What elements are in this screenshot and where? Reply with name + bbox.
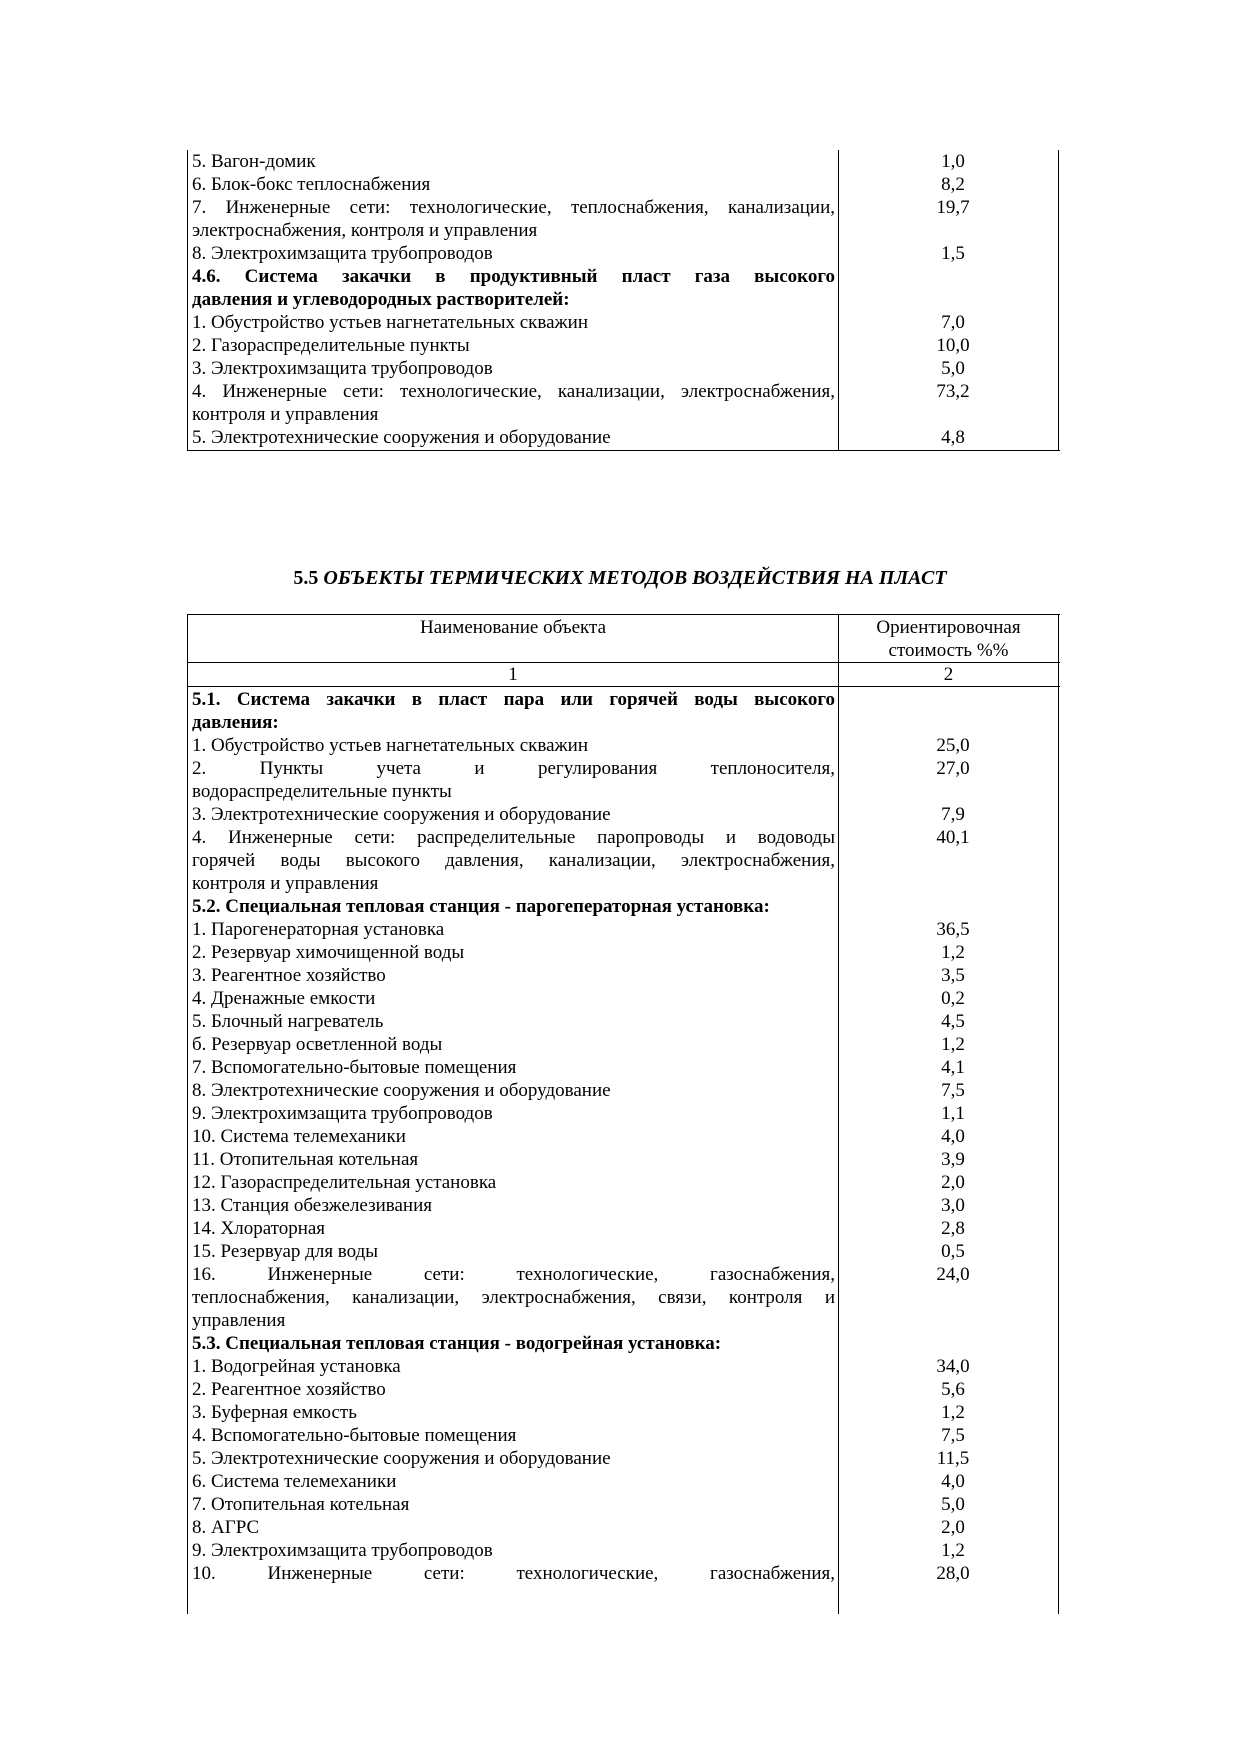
row-value: 2,8 xyxy=(941,1218,965,1239)
section-number: 5.5 xyxy=(293,567,319,589)
row-value: 1,2 xyxy=(941,1540,965,1561)
row-name: 5. Электротехнические сооружения и оборудование xyxy=(192,427,611,448)
row-name: водораспределительные пункты xyxy=(192,781,452,802)
row-value: 2,0 xyxy=(941,1172,965,1193)
row-name: 16. Инженерные сети: технологические, газоснабжения, xyxy=(192,1264,835,1285)
table2-mid-border xyxy=(838,614,839,1614)
row-value: 11,5 xyxy=(936,1448,970,1469)
row-value: 34,0 xyxy=(936,1356,970,1377)
row-name: 3. Электротехнические сооружения и оборудование xyxy=(192,804,611,825)
row-name: 4. Инженерные сети: технологические, канализации, электроснабжения, xyxy=(192,381,835,402)
column-header-name: Наименование объекта xyxy=(419,617,607,638)
row-value: 0,2 xyxy=(941,988,965,1009)
row-value: 3,5 xyxy=(941,965,965,986)
row-value: 4,1 xyxy=(941,1057,965,1078)
row-name: 2. Газораспределительные пункты xyxy=(192,335,470,356)
row-name: 9. Электрохимзащита трубопроводов xyxy=(192,1103,493,1124)
column-number-1: 1 xyxy=(508,664,518,685)
table2-top-border xyxy=(187,614,1060,615)
row-value: 5,0 xyxy=(941,358,965,379)
row-name: 1. Парогенераторная установка xyxy=(192,919,445,940)
subsection-heading: давления и углеводородных растворителей: xyxy=(192,289,570,310)
table1-left-border xyxy=(187,150,188,450)
row-name: горячей воды высокого давления, канализации, электроснабжения, xyxy=(192,850,835,871)
subsection-heading: 5.2. Специальная тепловая станция - парогеператорная установка: xyxy=(192,896,770,917)
row-value: 4,8 xyxy=(941,427,965,448)
row-value: 7,5 xyxy=(941,1425,965,1446)
row-name: 13. Станция обезжелезивания xyxy=(192,1195,432,1216)
row-name: 4. Дренажные емкости xyxy=(192,988,376,1009)
row-value: 1,0 xyxy=(941,151,965,172)
table2-colnum-border xyxy=(187,686,1060,687)
column-number-2: 2 xyxy=(943,664,954,685)
row-value: 1,1 xyxy=(941,1103,965,1124)
row-name: б. Резервуар осветленной воды xyxy=(192,1034,443,1055)
section-title: ОБЪЕКТЫ ТЕРМИЧЕСКИХ МЕТОДОВ ВОЗДЕЙСТВИЯ НА ПЛАСТ xyxy=(323,567,947,589)
row-value: 36,5 xyxy=(936,919,970,940)
row-value: 3,0 xyxy=(941,1195,965,1216)
row-name: электроснабжения, контроля и управления xyxy=(192,220,538,241)
subsection-heading: давления: xyxy=(192,712,279,733)
row-value: 1,2 xyxy=(941,1402,965,1423)
row-name: 6. Блок-бокс теплоснабжения xyxy=(192,174,431,195)
section-heading xyxy=(0,566,1240,590)
row-value: 0,5 xyxy=(941,1241,965,1262)
row-name: 2. Реагентное хозяйство xyxy=(192,1379,386,1400)
row-value: 4,0 xyxy=(941,1126,965,1147)
row-name: 10. Инженерные сети: технологические, газоснабжения, xyxy=(192,1563,835,1584)
row-name: 4. Вспомогательно-бытовые помещения xyxy=(192,1425,517,1446)
row-name: 8. Электротехнические сооружения и оборудование xyxy=(192,1080,611,1101)
row-value: 73,2 xyxy=(936,381,970,402)
row-name: 1. Обустройство устьев нагнетательных скважин xyxy=(192,312,589,333)
row-name: 5. Блочный нагреватель xyxy=(192,1011,384,1032)
row-value: 40,1 xyxy=(936,827,970,848)
row-name: 3. Реагентное хозяйство xyxy=(192,965,386,986)
row-name: 8. АГРС xyxy=(192,1517,260,1538)
subsection-heading: 4.6. Система закачки в продуктивный пласт газа высокого xyxy=(192,266,835,287)
row-value: 7,0 xyxy=(941,312,965,333)
table1-mid-border xyxy=(838,150,839,450)
row-value: 8,2 xyxy=(941,174,965,195)
row-name: 7. Вспомогательно-бытовые помещения xyxy=(192,1057,517,1078)
row-name: 15. Резервуар для воды xyxy=(192,1241,379,1262)
row-value: 1,2 xyxy=(941,942,965,963)
row-value: 25,0 xyxy=(936,735,970,756)
row-value: 27,0 xyxy=(936,758,970,779)
row-value: 2,0 xyxy=(941,1517,965,1538)
column-header-value-line2: стоимость %% xyxy=(888,640,1009,661)
row-name: контроля и управления xyxy=(192,404,379,425)
row-name: 3. Электрохимзащита трубопроводов xyxy=(192,358,493,379)
row-name: теплоснабжения, канализации, электроснабжения, связи, контроля и xyxy=(192,1287,835,1308)
row-value: 5,6 xyxy=(941,1379,965,1400)
row-name: 11. Отопительная котельная xyxy=(192,1149,419,1170)
row-value: 7,9 xyxy=(941,804,965,825)
row-name: 2. Резервуар химочищенной воды xyxy=(192,942,465,963)
row-name: 3. Буферная емкость xyxy=(192,1402,357,1423)
subsection-heading: 5.3. Специальная тепловая станция - водогрейная установка: xyxy=(192,1333,722,1354)
row-name: управления xyxy=(192,1310,286,1331)
row-name: 5. Вагон-домик xyxy=(192,151,316,172)
row-name: 10. Система телемеханики xyxy=(192,1126,406,1147)
column-header-value xyxy=(839,616,1058,662)
row-value: 19,7 xyxy=(936,197,970,218)
row-name: 1. Обустройство устьев нагнетательных скважин xyxy=(192,735,589,756)
row-value: 7,5 xyxy=(941,1080,965,1101)
row-name: 14. Хлораторная xyxy=(192,1218,326,1239)
row-value: 24,0 xyxy=(936,1264,970,1285)
row-name: 9. Электрохимзащита трубопроводов xyxy=(192,1540,493,1561)
row-value: 4,5 xyxy=(941,1011,965,1032)
subsection-heading: 5.1. Система закачки в пласт пара или горячей воды высокого xyxy=(192,689,835,710)
row-value: 3,9 xyxy=(941,1149,965,1170)
row-value: 1,2 xyxy=(941,1034,965,1055)
column-header-value-line1: Ориентировочная xyxy=(876,617,1021,638)
row-value: 5,0 xyxy=(941,1494,965,1515)
row-value: 4,0 xyxy=(941,1471,965,1492)
row-value: 1,5 xyxy=(941,243,965,264)
row-name: 5. Электротехнические сооружения и оборудование xyxy=(192,1448,611,1469)
table1-bottom-border xyxy=(187,450,1060,451)
row-name: 7. Инженерные сети: технологические, теплоснабжения, канализации, xyxy=(192,197,835,218)
row-name: 12. Газораспределительная установка xyxy=(192,1172,497,1193)
row-name: контроля и управления xyxy=(192,873,379,894)
row-name: 2. Пункты учета и регулирования теплоносителя, xyxy=(192,758,835,779)
table2-left-border xyxy=(187,614,188,1614)
row-name: 4. Инженерные сети: распределительные паропроводы и водоводы xyxy=(192,827,835,848)
row-name: 7. Отопительная котельная xyxy=(192,1494,410,1515)
row-name: 6. Система телемеханики xyxy=(192,1471,397,1492)
row-name: 8. Электрохимзащита трубопроводов xyxy=(192,243,493,264)
row-value: 28,0 xyxy=(936,1563,970,1584)
row-name: 1. Водогрейная установка xyxy=(192,1356,401,1377)
row-value: 10,0 xyxy=(936,335,970,356)
